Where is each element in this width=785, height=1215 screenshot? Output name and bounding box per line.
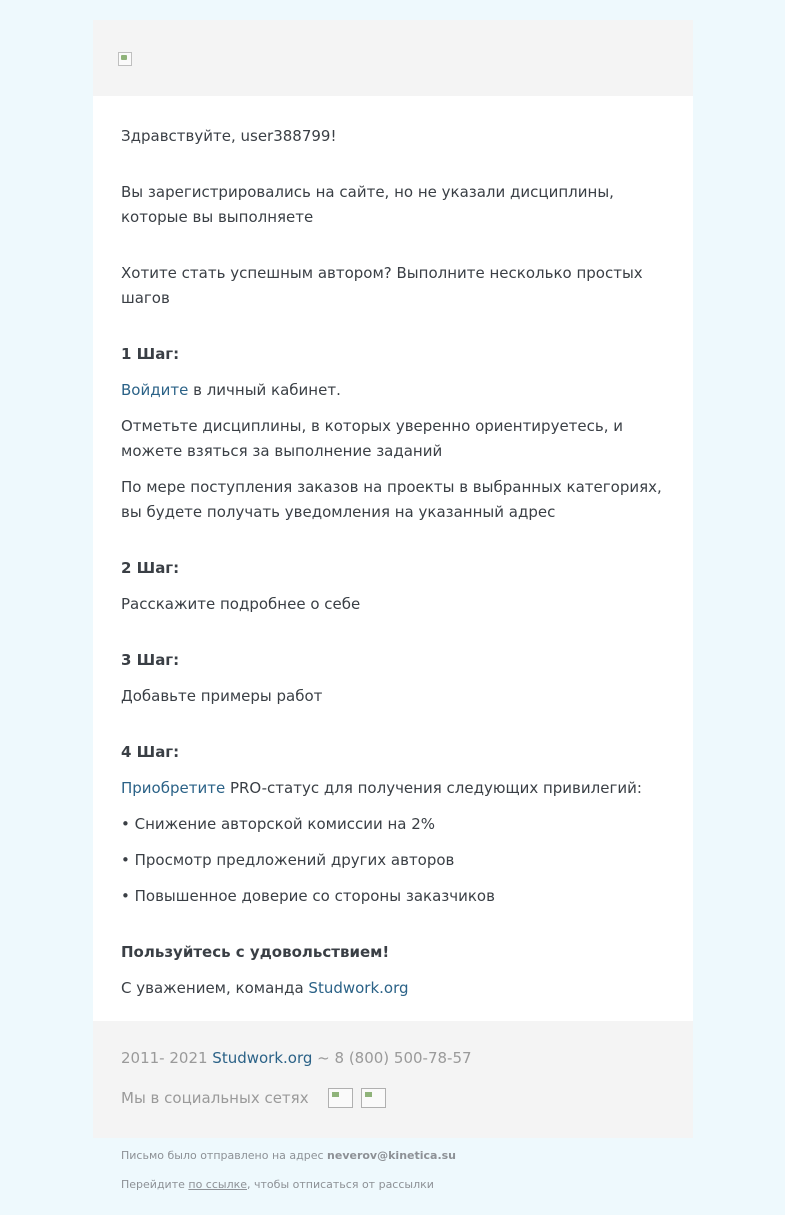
privilege-item: • Снижение авторской комиссии на 2%	[121, 815, 436, 833]
intro-text: Вы зарегистрировались на сайте, но не указали дисциплины, которые вы выполняете	[121, 183, 614, 226]
login-link[interactable]: Войдите	[121, 381, 189, 399]
step-1-line-2: По мере поступления заказов на проекты в выбранных категориях, вы будете получать уведомления на указанный адрес	[121, 478, 662, 521]
unsub-prefix: Перейдите	[121, 1178, 189, 1191]
email-footer	[93, 1021, 693, 1138]
social-network-2-icon[interactable]	[361, 1088, 386, 1108]
greeting-text: Здравствуйте, user388799!	[121, 127, 337, 145]
signature-site-link[interactable]: Studwork.org	[308, 979, 409, 997]
privilege-item: • Просмотр предложений других авторов	[121, 851, 455, 869]
unsubscribe-link[interactable]: по ссылке	[188, 1178, 248, 1191]
buy-pro-link[interactable]: Приобретите	[121, 779, 226, 797]
footer-social-row	[121, 1086, 665, 1110]
question-text: Хотите стать успешным автором? Выполните несколько простых шагов	[121, 264, 643, 307]
privilege-item: • Повышенное доверие со стороны заказчиков	[121, 887, 495, 905]
login-line-rest: в личный кабинет.	[188, 381, 341, 399]
recipient-email: neverov@kinetica.su	[327, 1149, 457, 1162]
email-disclaimer	[93, 1138, 693, 1193]
social-network-1-icon[interactable]	[328, 1088, 353, 1108]
step-3-text: Добавьте примеры работ	[121, 687, 323, 705]
unsub-suffix: , чтобы отписаться от рассылки	[247, 1178, 434, 1191]
footer-years: 2011- 2021	[121, 1049, 213, 1067]
footer-phone: ~ 8 (800) 500-78-57	[312, 1049, 472, 1067]
step-4-title: 4 Шаг:	[121, 743, 180, 761]
step-1-login-line	[121, 378, 665, 403]
footer-copyright-row	[121, 1046, 665, 1071]
step-2-text: Расскажите подробнее о себе	[121, 595, 361, 613]
footer-site-link[interactable]: Studwork.org	[212, 1049, 313, 1067]
email-body	[93, 96, 693, 1021]
pro-line-rest: PRO-статус для получения следующих привилегий:	[225, 779, 642, 797]
step-3-title: 3 Шаг:	[121, 651, 180, 669]
email-container	[93, 20, 693, 1193]
step-4-pro-line	[121, 776, 665, 801]
sent-to-line	[121, 1148, 665, 1164]
step-1-title: 1 Шаг:	[121, 345, 180, 363]
signature	[121, 976, 665, 1001]
social-label: Мы в социальных сетях	[121, 1089, 309, 1107]
step-1-line-1: Отметьте дисциплины, в которых уверенно ориентируетесь, и можете взяться за выполнение заданий	[121, 417, 624, 460]
enjoy-text: Пользуйтесь с удовольствием!	[121, 943, 390, 961]
step-2-title: 2 Шаг:	[121, 559, 180, 577]
sent-prefix: Письмо было отправлено на адрес	[121, 1149, 328, 1162]
unsubscribe-line	[121, 1177, 665, 1193]
signature-prefix: С уважением, команда	[121, 979, 309, 997]
broken-logo-image-icon	[118, 52, 132, 66]
email-header	[93, 20, 693, 96]
